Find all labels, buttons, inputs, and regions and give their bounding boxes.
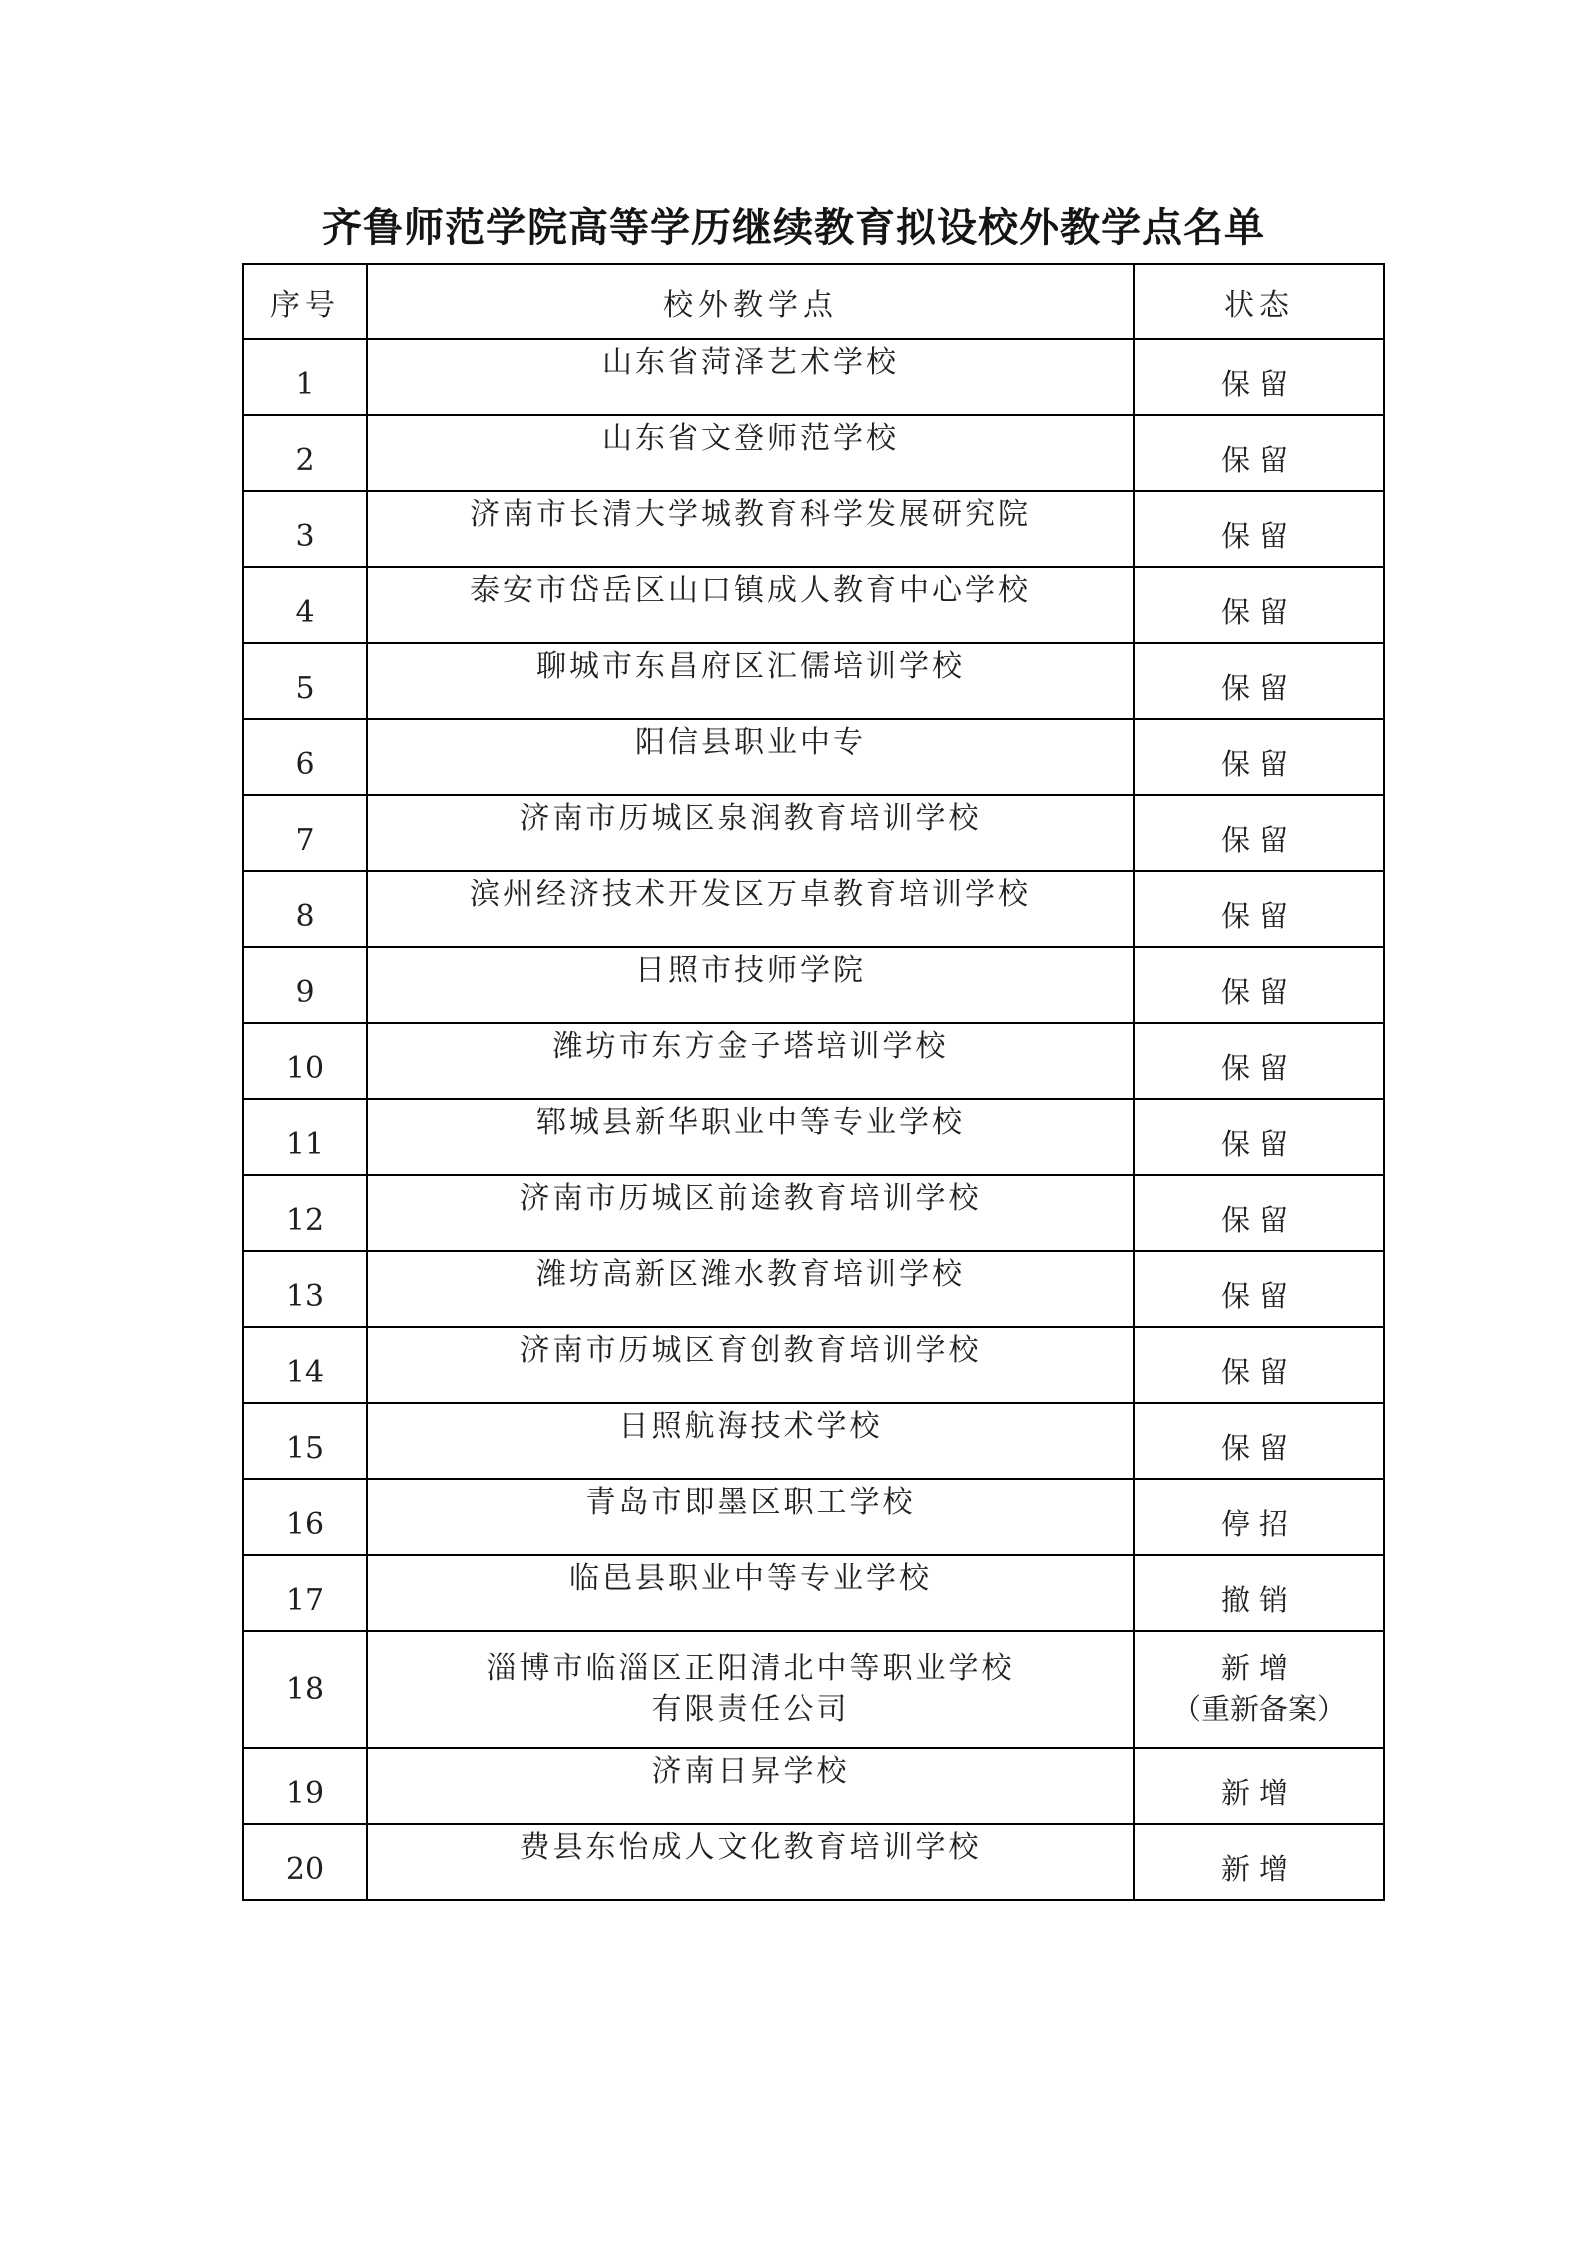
table-row (243, 795, 1384, 871)
row-status: 保留 (1134, 1175, 1384, 1251)
row-serial: 9 (243, 947, 367, 1023)
column-header-school: 校外教学点 (367, 264, 1134, 339)
row-status: 保留 (1134, 415, 1384, 491)
table-row (243, 339, 1384, 415)
row-serial: 14 (243, 1327, 367, 1403)
row-serial: 5 (243, 643, 367, 719)
row-school-name: 费县东怡成人文化教育培训学校 (367, 1824, 1134, 1900)
table-row (243, 1327, 1384, 1403)
row-status: 保留 (1134, 1099, 1384, 1175)
table-row (243, 871, 1384, 947)
row-serial: 10 (243, 1023, 367, 1099)
table-row (243, 947, 1384, 1023)
row-serial: 16 (243, 1479, 367, 1555)
table-body (243, 339, 1384, 1900)
row-status: 保留 (1134, 1023, 1384, 1099)
row-status: 撤销 (1134, 1555, 1384, 1631)
row-serial: 20 (243, 1824, 367, 1900)
row-school-name: 淄博市临淄区正阳清北中等职业学校 有限责任公司 (367, 1631, 1134, 1748)
row-serial: 18 (243, 1631, 367, 1748)
row-school-name: 济南市历城区前途教育培训学校 (367, 1175, 1134, 1251)
row-school-name: 济南市历城区泉润教育培训学校 (367, 795, 1134, 871)
row-school-name: 青岛市即墨区职工学校 (367, 1479, 1134, 1555)
row-status: 保留 (1134, 947, 1384, 1023)
row-school-name: 聊城市东昌府区汇儒培训学校 (367, 643, 1134, 719)
row-school-name: 潍坊高新区潍水教育培训学校 (367, 1251, 1134, 1327)
table-row (243, 1748, 1384, 1824)
row-serial: 12 (243, 1175, 367, 1251)
row-status: 保留 (1134, 1327, 1384, 1403)
row-school-name: 山东省文登师范学校 (367, 415, 1134, 491)
row-status: 保留 (1134, 871, 1384, 947)
row-school-name: 日照航海技术学校 (367, 1403, 1134, 1479)
row-school-name: 济南日昇学校 (367, 1748, 1134, 1824)
table-row (243, 415, 1384, 491)
row-status: 保留 (1134, 795, 1384, 871)
teaching-points-table (242, 263, 1385, 1901)
row-school-name: 临邑县职业中等专业学校 (367, 1555, 1134, 1631)
row-status: 新增 (1134, 1824, 1384, 1900)
row-serial: 1 (243, 339, 367, 415)
row-school-name: 郓城县新华职业中等专业学校 (367, 1099, 1134, 1175)
row-school-name: 日照市技师学院 (367, 947, 1134, 1023)
column-header-status: 状态 (1134, 264, 1384, 339)
header-row (243, 264, 1384, 339)
row-serial: 19 (243, 1748, 367, 1824)
row-school-name: 滨州经济技术开发区万卓教育培训学校 (367, 871, 1134, 947)
row-serial: 2 (243, 415, 367, 491)
document-title: 齐鲁师范学院高等学历继续教育拟设校外教学点名单 (322, 204, 1265, 251)
row-serial: 7 (243, 795, 367, 871)
table-row (243, 1175, 1384, 1251)
row-serial: 15 (243, 1403, 367, 1479)
table-row (243, 1403, 1384, 1479)
row-status: 停招 (1134, 1479, 1384, 1555)
row-school-name: 济南市长清大学城教育科学发展研究院 (367, 491, 1134, 567)
row-status: 保留 (1134, 1251, 1384, 1327)
row-school-name: 济南市历城区育创教育培训学校 (367, 1327, 1134, 1403)
row-school-name: 阳信县职业中专 (367, 719, 1134, 795)
table-row (243, 1099, 1384, 1175)
row-serial: 8 (243, 871, 367, 947)
row-serial: 3 (243, 491, 367, 567)
row-status: 新增 (1134, 1748, 1384, 1824)
table-row (243, 1023, 1384, 1099)
table-row (243, 1824, 1384, 1900)
table-row (243, 1555, 1384, 1631)
row-status: 新增 （重新备案） (1134, 1631, 1384, 1748)
table-row (243, 1631, 1384, 1748)
table-row (243, 643, 1384, 719)
row-status: 保留 (1134, 643, 1384, 719)
row-serial: 17 (243, 1555, 367, 1631)
column-header-serial: 序号 (243, 264, 367, 339)
table-row (243, 491, 1384, 567)
row-school-name: 泰安市岱岳区山口镇成人教育中心学校 (367, 567, 1134, 643)
row-status: 保留 (1134, 567, 1384, 643)
row-status: 保留 (1134, 491, 1384, 567)
row-status: 保留 (1134, 719, 1384, 795)
row-status: 保留 (1134, 339, 1384, 415)
row-school-name: 山东省菏泽艺术学校 (367, 339, 1134, 415)
row-status: 保留 (1134, 1403, 1384, 1479)
table-row (243, 719, 1384, 795)
table-row (243, 1251, 1384, 1327)
table-row (243, 1479, 1384, 1555)
row-school-name: 潍坊市东方金子塔培训学校 (367, 1023, 1134, 1099)
row-serial: 13 (243, 1251, 367, 1327)
row-serial: 6 (243, 719, 367, 795)
row-serial: 4 (243, 567, 367, 643)
row-serial: 11 (243, 1099, 367, 1175)
table-row (243, 567, 1384, 643)
